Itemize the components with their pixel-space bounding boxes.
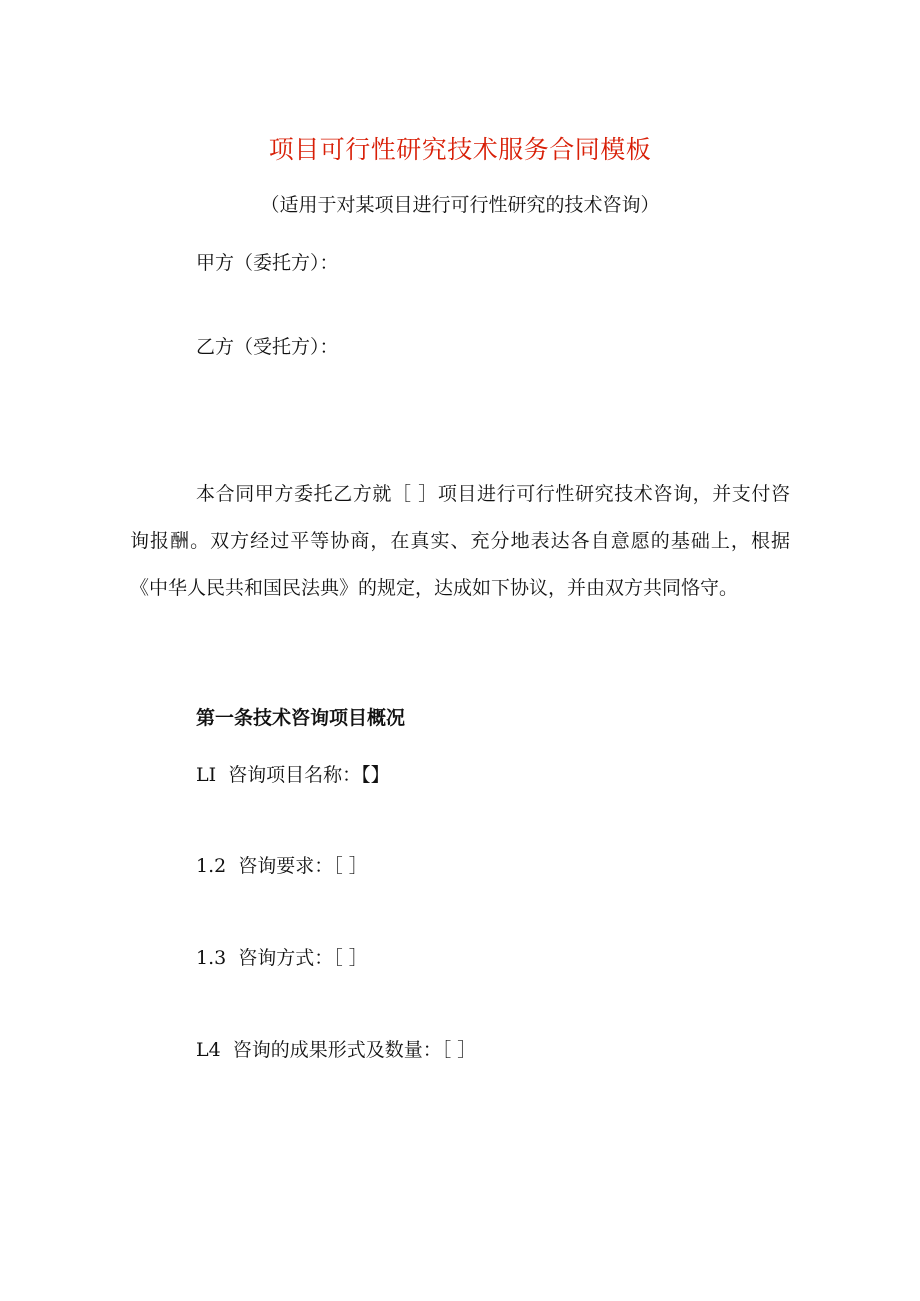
- item-number: LI: [196, 764, 217, 786]
- section-1-heading: 第一条技术咨询项目概况: [196, 707, 406, 729]
- item-text: 咨询的成果形式及数量：［ ］: [232, 1039, 477, 1061]
- intro-paragraph: 本合同甲方委托乙方就［ ］项目进行可行性研究技术咨询，并支付咨询报酬。双方经过平等协商，在真实、充分地表达各自意愿的基础上，根据《中华人民共和国民法典》的规定，达成如下协议，并由双方共同恪守。: [130, 483, 790, 599]
- item-text: 咨询要求：［ ］: [238, 855, 368, 877]
- party-a-label: 甲方（委托方）：: [196, 252, 339, 274]
- item-number: L4: [196, 1039, 221, 1061]
- party-b-label: 乙方（受托方）：: [196, 336, 339, 358]
- item-text: 咨询项目名称：【】: [228, 764, 390, 786]
- section-1-item: [196, 851, 368, 878]
- section-1-item: [196, 943, 368, 970]
- item-number: 1.3: [196, 947, 227, 969]
- section-1-item: [196, 1035, 476, 1062]
- document-subtitle: （适用于对某项目进行可行性研究的技术咨询）: [260, 194, 660, 216]
- item-number: 1.2: [196, 855, 227, 877]
- document-title: 项目可行性研究技术服务合同模板: [268, 135, 652, 164]
- item-text: 咨询方式：［ ］: [238, 947, 368, 969]
- section-1-item: [196, 760, 390, 787]
